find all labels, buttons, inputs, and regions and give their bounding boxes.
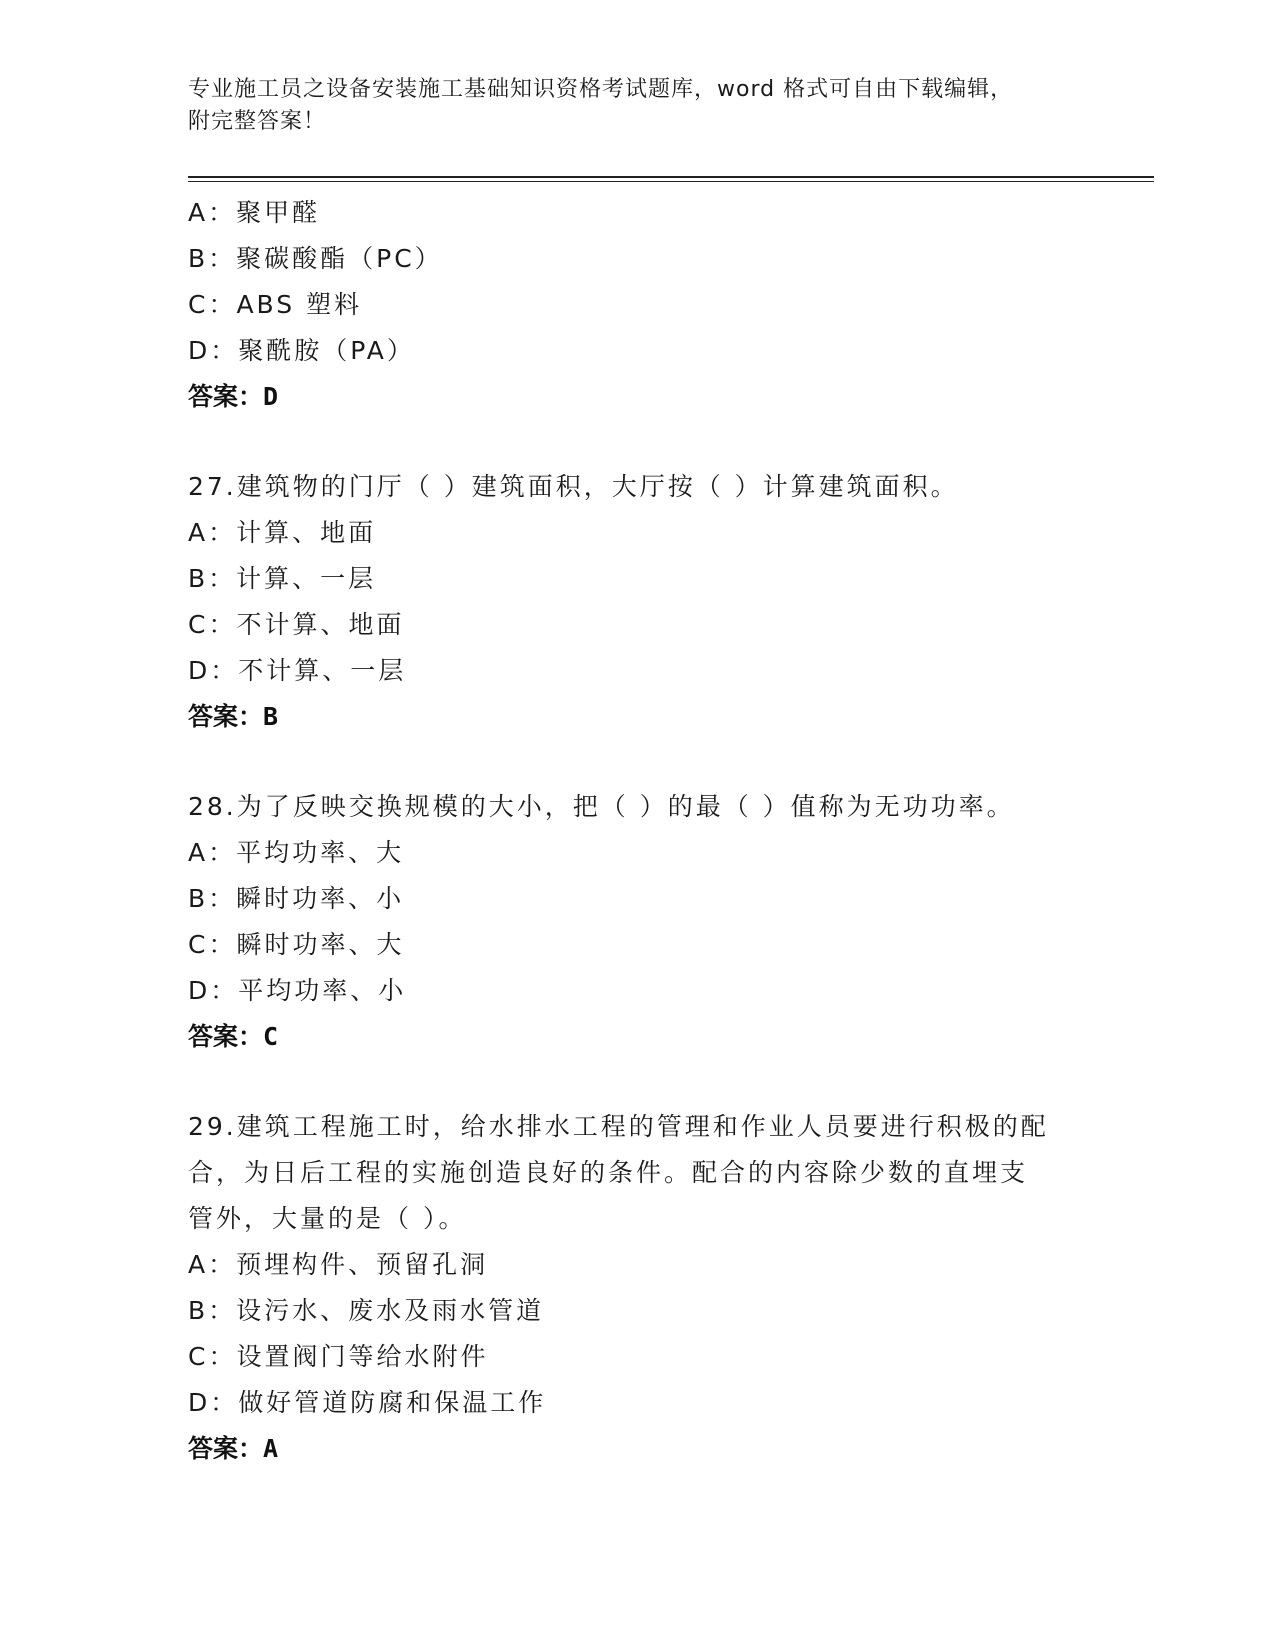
option-d: D：平均功率、小	[188, 976, 407, 1005]
option-c: C：ABS 塑料	[188, 290, 363, 319]
question-content	[188, 190, 1088, 1472]
option-c: C：设置阀门等给水附件	[188, 1342, 489, 1371]
question-26	[188, 190, 1088, 420]
question-stem-line: 管外，大量的是（ ）。	[188, 1204, 467, 1233]
answer: 答案：A	[188, 1434, 279, 1463]
question-27	[188, 464, 1088, 740]
question-stem-line: 合，为日后工程的实施创造良好的条件。配合的内容除少数的直埋支	[188, 1158, 1029, 1187]
option-d: D：做好管道防腐和保温工作	[188, 1388, 547, 1417]
option-c: C：瞬时功率、大	[188, 930, 405, 959]
header-divider-thick	[188, 176, 1154, 178]
answer: 答案：B	[188, 702, 279, 731]
option-d: D：不计算、一层	[188, 656, 407, 685]
document-header	[188, 74, 1068, 138]
option-c: C：不计算、地面	[188, 610, 405, 639]
option-b: B：瞬时功率、小	[188, 884, 405, 913]
header-line-1: 专业施工员之设备安装施工基础知识资格考试题库，word 格式可自由下载编辑，	[188, 77, 1014, 102]
option-a: A：聚甲醛	[188, 198, 321, 227]
answer: 答案：C	[188, 1022, 279, 1051]
option-b: B：聚碳酸酯（PC）	[188, 244, 443, 273]
question-stem: 28.为了反映交换规模的大小，把（ ）的最（ ）值称为无功功率。	[188, 792, 1015, 821]
question-28	[188, 784, 1088, 1060]
question-stem-line: 29.建筑工程施工时，给水排水工程的管理和作业人员要进行积极的配	[188, 1112, 1049, 1141]
header-divider-thin	[188, 181, 1154, 182]
option-b: B：设污水、废水及雨水管道	[188, 1296, 545, 1325]
option-a: A：平均功率、大	[188, 838, 405, 867]
option-a: A：预埋构件、预留孔洞	[188, 1250, 489, 1279]
question-stem: 27.建筑物的门厅（ ）建筑面积，大厅按（ ）计算建筑面积。	[188, 472, 959, 501]
question-stem	[188, 1104, 1068, 1242]
header-line-2: 附完整答案！	[188, 109, 327, 134]
option-b: B：计算、一层	[188, 564, 377, 593]
option-a: A：计算、地面	[188, 518, 377, 547]
option-d: D：聚酰胺（PA）	[188, 336, 415, 365]
answer: 答案：D	[188, 382, 279, 411]
question-29	[188, 1104, 1088, 1472]
